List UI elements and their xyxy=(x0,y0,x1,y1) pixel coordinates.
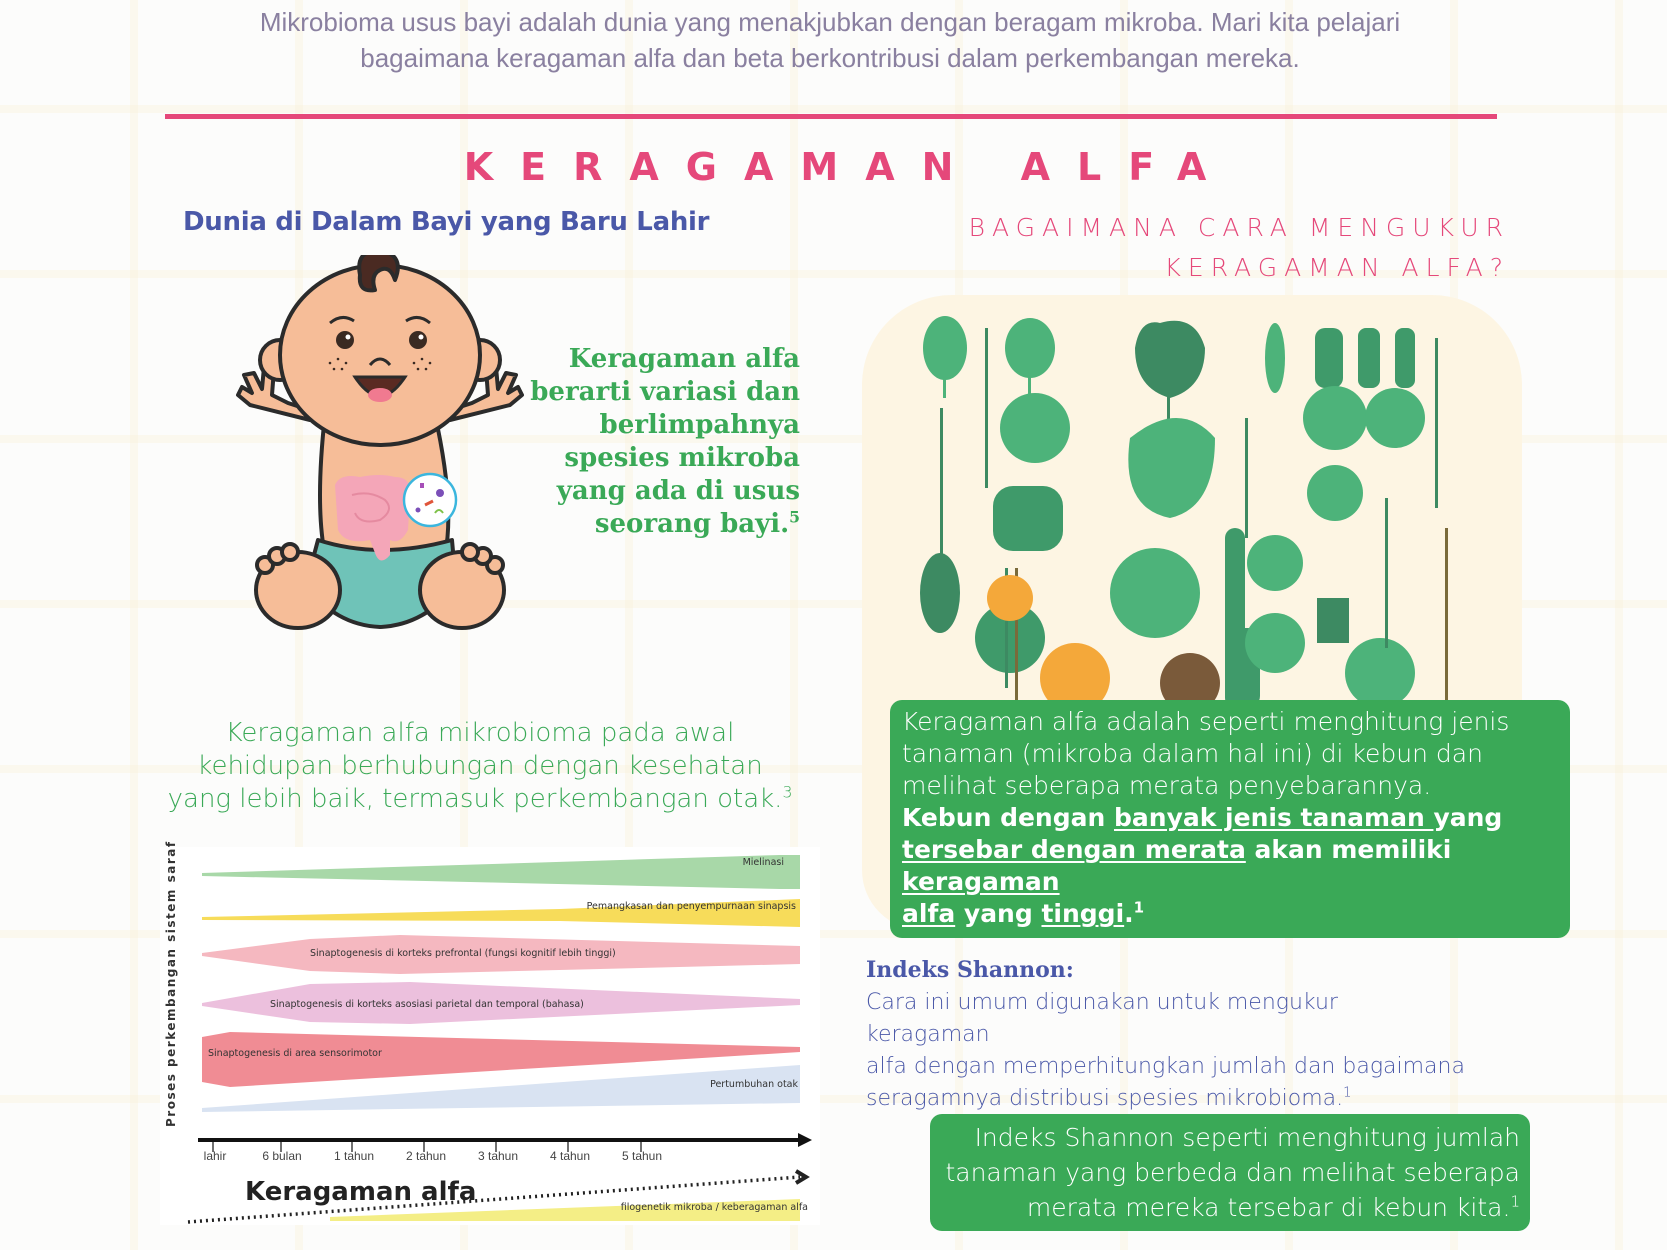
definition-line: Keragaman alfa xyxy=(568,344,800,374)
band-label: Pemangkasan dan penyempurnaan sinapsis xyxy=(586,901,796,912)
x-tick-label: 6 bulan xyxy=(262,1149,302,1163)
intro-line-1: Mikrobioma usus bayi adalah dunia yang menakjubkan dengan beragam mikroba. Mari kita pelajari xyxy=(259,7,1401,37)
right-heading-line-1: BAGAIMANA CARA MENGUKUR xyxy=(968,213,1510,242)
neural-development-chart xyxy=(160,840,820,1225)
garden-line: Keragaman alfa adalah seperti menghitung jenis xyxy=(902,707,1510,736)
x-tick-label: 3 tahun xyxy=(477,1149,519,1163)
x-tick-label: lahir xyxy=(203,1149,227,1163)
shannon-box-line xyxy=(940,1190,1520,1225)
band-label: Sinaptogenesis di korteks asosiasi parietal dan temporal (bahasa) xyxy=(270,999,584,1010)
garden-illustration xyxy=(915,308,1470,708)
health-line: Keragaman alfa mikrobioma pada awal xyxy=(225,718,735,748)
garden-emphasis-text: Kebun dengan xyxy=(902,803,1114,832)
right-heading xyxy=(880,208,1510,288)
x-tick-label: 4 tahun xyxy=(549,1149,591,1163)
intro-paragraph xyxy=(150,4,1510,76)
intro-line-2: bagaimana keragaman alfa dan beta berkontribusi dalam perkembangan mereka. xyxy=(360,43,1300,73)
garden-emphasis-underline: alfa xyxy=(902,899,956,928)
garden-emphasis-underline: banyak jenis tanaman xyxy=(1114,803,1434,832)
garden-emphasis-underline: tersebar dengan merata xyxy=(902,835,1246,864)
left-heading: Dunia di Dalam Bayi yang Baru Lahir xyxy=(183,207,710,237)
shannon-text: seragamnya distribusi spesies mikrobioma. xyxy=(866,1086,1344,1111)
definition-line: spesies mikroba xyxy=(564,443,800,473)
shannon-line xyxy=(866,1083,1466,1115)
shannon-line: alfa dengan memperhitungkan jumlah dan bagaimana xyxy=(866,1054,1465,1079)
section-divider xyxy=(165,114,1497,119)
garden-analogy-box xyxy=(890,700,1570,938)
chart-alpha-diversity-label: Keragaman alfa xyxy=(245,1177,477,1207)
health-line xyxy=(160,783,800,816)
x-tick-label: 2 tahun xyxy=(405,1149,447,1163)
definition-line: yang ada di usus xyxy=(556,476,800,506)
reference-marker: 1 xyxy=(1343,1085,1352,1101)
x-tick-label: 5 tahun xyxy=(621,1149,663,1163)
definition-line: berarti variasi dan xyxy=(530,377,800,407)
reference-marker: 3 xyxy=(782,783,793,802)
shannon-box-line: tanaman yang berbeda dan melihat seberapa xyxy=(945,1158,1520,1187)
band-label: Sinaptogenesis di korteks prefrontal (fungsi kognitif lebih tinggi) xyxy=(310,948,616,959)
garden-emphasis xyxy=(902,802,1560,930)
garden-emphasis-underline: tinggi xyxy=(1041,899,1125,928)
definition-line: berlimpahnya xyxy=(599,410,800,440)
definition-line xyxy=(500,508,800,541)
shannon-title: Indeks Shannon: xyxy=(866,957,1074,983)
shannon-box-line: Indeks Shannon seperti menghitung jumlah xyxy=(974,1123,1520,1152)
garden-emphasis-text: yang xyxy=(1433,803,1503,832)
right-heading-line-2: KERAGAMAN ALFA? xyxy=(1164,253,1510,282)
baby-icon xyxy=(230,255,530,655)
garden-line: tanaman (mikroba dalam hal ini) di kebun dan xyxy=(902,739,1483,768)
garden-emphasis-text: yang xyxy=(955,899,1042,928)
section-title: KERAGAMAN ALFA xyxy=(463,145,1234,189)
band-label: Sinaptogenesis di area sensorimotor xyxy=(208,1048,382,1059)
chart-alpha-diversity-sublabel: filogenetik mikroba / keberagaman alfa xyxy=(620,1202,808,1213)
shannon-analogy-box xyxy=(930,1114,1530,1231)
garden-emphasis-text: . xyxy=(1124,899,1134,928)
band-label: Mielinasi xyxy=(742,857,784,868)
shannon-line: Cara ini umum digunakan untuk mengukur keragaman xyxy=(866,990,1338,1047)
garden-line: melihat seberapa merata penyebarannya. xyxy=(902,771,1432,800)
x-tick-label: 1 tahun xyxy=(333,1149,375,1163)
chart-y-axis-label: Proses perkembangan sistem saraf xyxy=(164,840,178,1127)
shannon-box-text: merata mereka tersebar di kebun kita. xyxy=(1026,1193,1511,1222)
garden-emphasis-underline: keragaman xyxy=(902,867,1060,896)
health-line: kehidupan berhubungan dengan kesehatan xyxy=(197,751,763,781)
reference-marker: 1 xyxy=(1510,1192,1520,1211)
reference-marker: 1 xyxy=(1133,898,1145,917)
health-text: yang lebih baik, termasuk perkembangan otak. xyxy=(167,784,783,814)
definition-text: seorang bayi. xyxy=(594,509,790,539)
shannon-description xyxy=(866,987,1466,1115)
band-label: Pertumbuhan otak xyxy=(710,1079,798,1090)
baby-illustration xyxy=(230,255,530,655)
garden-emphasis-text: akan memiliki xyxy=(1245,835,1452,864)
alpha-health-statement xyxy=(160,717,800,816)
reference-marker: 5 xyxy=(789,507,800,527)
plants-icon xyxy=(915,308,1470,708)
alpha-definition xyxy=(500,343,800,541)
